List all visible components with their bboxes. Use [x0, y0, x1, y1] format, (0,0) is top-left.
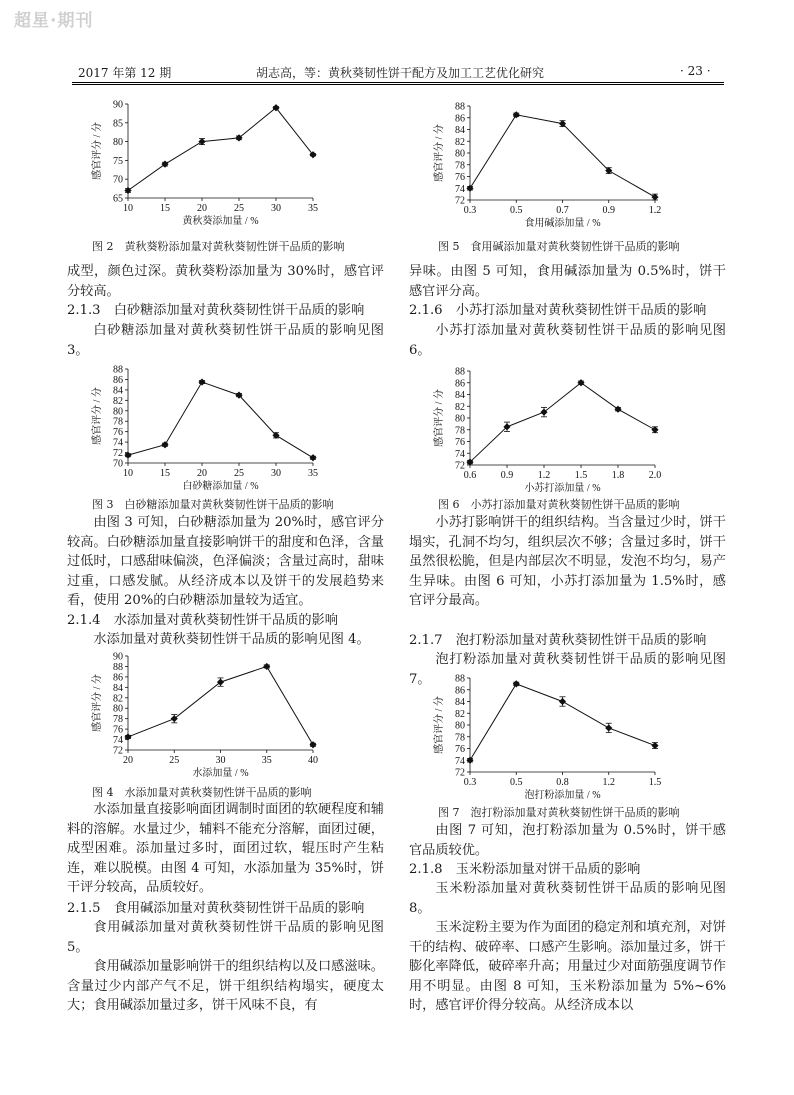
figure-6-caption: 图 6 小苏打添加量对黄秋葵韧性饼干品质的影响 [438, 498, 680, 511]
x-axis-label: 小苏打添加量 / % [524, 483, 601, 494]
data-point-marker [198, 138, 205, 145]
chart-svg [430, 672, 680, 801]
data-point-marker [605, 724, 612, 731]
paragraph-alkali-intro: 食用碱添加量对黄秋葵韧性饼干品质的影响见图 5。 [67, 920, 384, 955]
data-point-marker [614, 406, 621, 413]
y-tick-label: 80 [455, 720, 465, 732]
y-tick-label: 82 [455, 401, 465, 413]
y-tick-label: 82 [455, 136, 465, 148]
y-tick-label: 72 [113, 448, 123, 460]
paragraph-soda-discussion: 小苏打影响饼干的组织结构。当含量过少时，饼干塌实，孔洞不均匀，组织层次不够；含量过多时，饼干虽然很松脆，但是内部层次不明显，发泡不均匀，易产生异味。由图 6 可知，小苏打添加量为 1.5%时，感官评分最高。 [409, 515, 726, 609]
figure-5-caption: 图 5 食用碱添加量对黄秋葵韧性饼干品质的影响 [438, 240, 680, 253]
paragraph-corn-intro: 玉米粉添加量对黄秋葵韧性饼干品质的影响见图 8。 [409, 881, 726, 916]
y-tick-label: 72 [455, 195, 465, 207]
y-tick-label: 80 [113, 137, 123, 149]
y-tick-label: 90 [113, 651, 123, 663]
section-heading-2-1-8: 2.1.8 玉米粉添加量对饼干品质的影响 [409, 862, 641, 877]
y-tick-label: 78 [455, 732, 465, 744]
header-title: 胡志高，等：黄秋葵韧性饼干配方及加工工艺优化研究 [256, 66, 545, 80]
data-point-marker [198, 378, 205, 385]
series-line [128, 382, 313, 458]
figure-7-caption: 图 7 泡打粉添加量对黄秋葵韧性饼干品质的影响 [438, 806, 680, 819]
figure-2-caption: 图 2 黄秋葵粉添加量对黄秋葵韧性饼干品质的影响 [92, 240, 345, 253]
y-tick-label: 72 [455, 460, 465, 472]
x-tick-label: 0.3 [463, 205, 477, 216]
y-tick-label: 88 [455, 673, 465, 685]
section-heading-2-1-6: 2.1.6 小苏打添加量对黄秋葵韧性饼干品质的影响 [409, 303, 707, 318]
y-tick-label: 88 [455, 366, 465, 378]
paragraph-water-intro: 水添加量对黄秋葵韧性饼干品质的影响见图 4。 [93, 632, 370, 647]
y-tick-label: 90 [113, 99, 123, 111]
x-tick-label: 0.9 [500, 470, 514, 481]
y-tick-label: 84 [455, 697, 465, 708]
x-tick-label: 25 [169, 755, 180, 766]
y-tick-label: 85 [113, 118, 123, 130]
y-tick-label: 76 [113, 427, 123, 439]
y-tick-label: 80 [113, 406, 123, 418]
y-tick-label: 80 [455, 413, 465, 425]
data-point-marker [651, 426, 658, 433]
x-tick-label: 25 [234, 468, 244, 479]
y-tick-label: 86 [455, 378, 465, 390]
y-tick-label: 84 [455, 125, 465, 136]
y-tick-label: 84 [113, 385, 123, 397]
x-tick-label: 40 [308, 755, 318, 766]
y-tick-label: 88 [113, 364, 123, 376]
y-tick-label: 78 [455, 425, 465, 437]
data-point-marker [651, 193, 658, 200]
y-tick-label: 74 [455, 755, 465, 767]
x-tick-label: 25 [234, 203, 244, 214]
y-tick-label: 76 [455, 172, 465, 183]
data-point-marker [651, 742, 658, 749]
figure-6-chart [430, 365, 680, 494]
y-axis-label: 感官评分 / 分 [92, 674, 103, 732]
y-tick-label: 78 [113, 416, 123, 428]
x-tick-label: 35 [308, 203, 318, 214]
x-axis-label: 水添加量 / % [192, 768, 249, 779]
x-tick-label: 1.5 [574, 470, 588, 481]
y-tick-label: 84 [113, 682, 123, 694]
y-tick-label: 86 [113, 374, 123, 386]
data-point-marker [466, 757, 473, 764]
y-tick-label: 82 [113, 693, 123, 705]
data-point-marker [161, 441, 168, 448]
x-tick-label: 20 [197, 203, 207, 214]
chart-svg [88, 650, 338, 779]
x-tick-label: 10 [123, 203, 133, 214]
section-heading-2-1-7: 2.1.7 泡打粉添加量对黄秋葵韧性饼干品质的影响 [409, 633, 707, 648]
watermark-logo: 超星·期刊 [14, 11, 94, 31]
x-tick-label: 20 [123, 755, 133, 766]
x-tick-label: 30 [271, 203, 281, 214]
x-tick-label: 0.8 [556, 777, 569, 788]
data-point-marker [466, 185, 473, 192]
y-tick-label: 88 [113, 661, 123, 673]
y-tick-label: 86 [455, 113, 465, 125]
chart-svg [88, 363, 338, 492]
y-tick-label: 78 [113, 714, 123, 726]
data-point-marker [124, 187, 131, 194]
paragraph-fig2-conclusion: 成型，颜色过深。黄秋葵粉添加量为 30%时，感官评分较高。 [67, 264, 384, 299]
header-page-number: · 23 · [680, 64, 711, 78]
y-axis-label: 感官评分 / 分 [434, 696, 445, 754]
data-point-marker [309, 741, 316, 748]
chart-svg [430, 365, 680, 494]
y-axis-label: 感官评分 / 分 [434, 389, 445, 447]
y-axis-label: 感官评分 / 分 [434, 124, 445, 182]
section-heading-2-1-4: 2.1.4 水添加量对黄秋葵韧性饼干品质的影响 [67, 613, 338, 628]
x-tick-label: 1.2 [537, 470, 551, 481]
y-axis-label: 感官评分 / 分 [92, 122, 103, 180]
x-tick-label: 0.7 [556, 205, 569, 216]
y-tick-label: 80 [113, 703, 123, 715]
x-tick-label: 0.9 [602, 205, 615, 216]
figure-2-chart [88, 98, 338, 227]
y-tick-label: 74 [455, 448, 465, 460]
data-point-marker [513, 111, 520, 118]
y-tick-label: 82 [113, 395, 123, 407]
figure-4-chart [88, 650, 338, 779]
series-line [128, 108, 313, 191]
figure-7-chart [430, 672, 680, 801]
x-tick-label: 1.8 [611, 470, 625, 481]
x-tick-label: 35 [308, 468, 318, 479]
y-tick-label: 70 [113, 458, 123, 470]
y-tick-label: 78 [455, 160, 465, 172]
x-tick-label: 0.5 [510, 777, 523, 788]
y-tick-label: 76 [455, 437, 465, 448]
x-tick-label: 0.5 [510, 205, 523, 216]
figure-5-chart [430, 100, 680, 229]
x-axis-label: 食用碱添加量 / % [524, 218, 601, 229]
y-tick-label: 88 [455, 101, 465, 113]
x-tick-label: 35 [261, 755, 272, 766]
y-tick-label: 86 [455, 685, 465, 697]
chart-svg [430, 100, 680, 229]
section-heading-2-1-3: 2.1.3 白砂糖添加量对黄秋葵韧性饼干品质的影响 [67, 303, 365, 318]
y-tick-label: 76 [113, 724, 123, 736]
y-tick-label: 76 [455, 744, 465, 755]
y-tick-label: 75 [113, 155, 123, 167]
data-point-marker [559, 698, 566, 705]
y-tick-label: 82 [455, 708, 465, 720]
y-tick-label: 72 [455, 767, 465, 779]
data-point-marker [161, 161, 168, 168]
x-tick-label: 0.6 [463, 470, 477, 481]
paragraph-alkali-discussion: 食用碱添加量影响饼干的组织结构以及口感滋味。含量过少内部产气不足，饼干组织结构塌实，硬度太大；食用碱添加量过多，饼干风味不良，有 [67, 959, 384, 1014]
paragraph-fig5-conclusion: 异味。由图 5 可知，食用碱添加量为 0.5%时，饼干感官评分高。 [409, 264, 726, 299]
series-line [470, 684, 655, 760]
y-tick-label: 86 [113, 672, 123, 684]
y-tick-label: 65 [113, 193, 123, 205]
section-heading-2-1-5: 2.1.5 食用碱添加量对黄秋葵韧性饼干品质的影响 [67, 901, 365, 916]
y-tick-label: 74 [113, 735, 123, 747]
paragraph-sugar-discussion: 由图 3 可知，白砂糖添加量为 20%时，感官评分较高。白砂糖添加量直接影响饼干的甜度和色泽，含量过低时，口感甜味偏淡，色泽偏淡；含量过高时，甜味过重，口感发腻。从经济成本以及饼干的发展趋势来看，使用 20%的白砂糖添加量较为适宜。 [67, 515, 384, 609]
header-issue: 2017 年第 12 期 [78, 66, 172, 80]
x-tick-label: 30 [271, 468, 281, 479]
x-tick-label: 15 [160, 468, 170, 479]
x-tick-label: 20 [197, 468, 207, 479]
y-axis-label: 感官评分 / 分 [92, 387, 103, 445]
y-tick-label: 74 [113, 437, 123, 449]
paragraph-soda-intro: 小苏打添加量对黄秋葵韧性饼干品质的影响见图 6。 [409, 323, 726, 358]
figure-4-caption: 图 4 水添加量对黄秋葵韧性饼干品质的影响 [92, 786, 312, 799]
data-point-marker [263, 663, 270, 670]
x-axis-label: 白砂糖添加量 / % [182, 481, 259, 492]
paragraph-corn-discussion: 玉米淀粉主要为作为面团的稳定剂和填充剂，对饼干的结构、破碎率、口感产生影响。添加量过多，饼干膨化率降低，破碎率升高；用量过少对面筋强度调节作用不明显。由图 8 可知，玉米粉添加量为 5%~6%时，感官评价得分较高。从经济成本以 [409, 920, 726, 1014]
x-tick-label: 10 [123, 468, 133, 479]
x-tick-label: 30 [215, 755, 226, 766]
y-tick-label: 84 [455, 390, 465, 401]
header-rule-thin [72, 84, 724, 85]
x-tick-label: 2.0 [648, 470, 662, 481]
header-rule [72, 82, 724, 83]
series-line [470, 383, 655, 462]
y-tick-label: 72 [113, 745, 123, 757]
x-tick-label: 0.3 [463, 777, 477, 788]
paragraph-baking-powder-intro: 泡打粉添加量对黄秋葵韧性饼干品质的影响见图 7。 [409, 652, 726, 687]
chart-svg [88, 98, 338, 227]
y-tick-label: 80 [455, 148, 465, 160]
x-tick-label: 15 [160, 203, 170, 214]
x-axis-label: 黄秋葵添加量 / % [182, 216, 259, 227]
x-tick-label: 1.2 [648, 205, 662, 216]
x-tick-label: 1.2 [602, 777, 615, 788]
y-tick-label: 70 [113, 174, 123, 186]
data-point-marker [309, 454, 316, 461]
x-tick-label: 1.5 [648, 777, 662, 788]
paragraph-baking-powder-discussion: 由图 7 可知，泡打粉添加量为 0.5%时，饼干感官品质较优。 [409, 823, 726, 858]
paragraph-water-discussion: 水添加量直接影响面团调制时面团的软硬程度和辅料的溶解。水量过少，辅料不能充分溶解，面团过硬，成型困难。添加量过多时，面团过软，辊压时产生粘连，难以脱模。由图 4 可知，水添加量为 35%时，饼干评分较高，品质较好。 [67, 802, 384, 896]
paragraph-sugar-intro: 白砂糖添加量对黄秋葵韧性饼干品质的影响见图 3。 [67, 323, 384, 358]
figure-3-chart [88, 363, 338, 492]
figure-3-caption: 图 3 白砂糖添加量对黄秋葵韧性饼干品质的影响 [92, 498, 334, 511]
y-tick-label: 74 [455, 183, 465, 195]
x-axis-label: 泡打粉添加量 / % [524, 790, 601, 801]
